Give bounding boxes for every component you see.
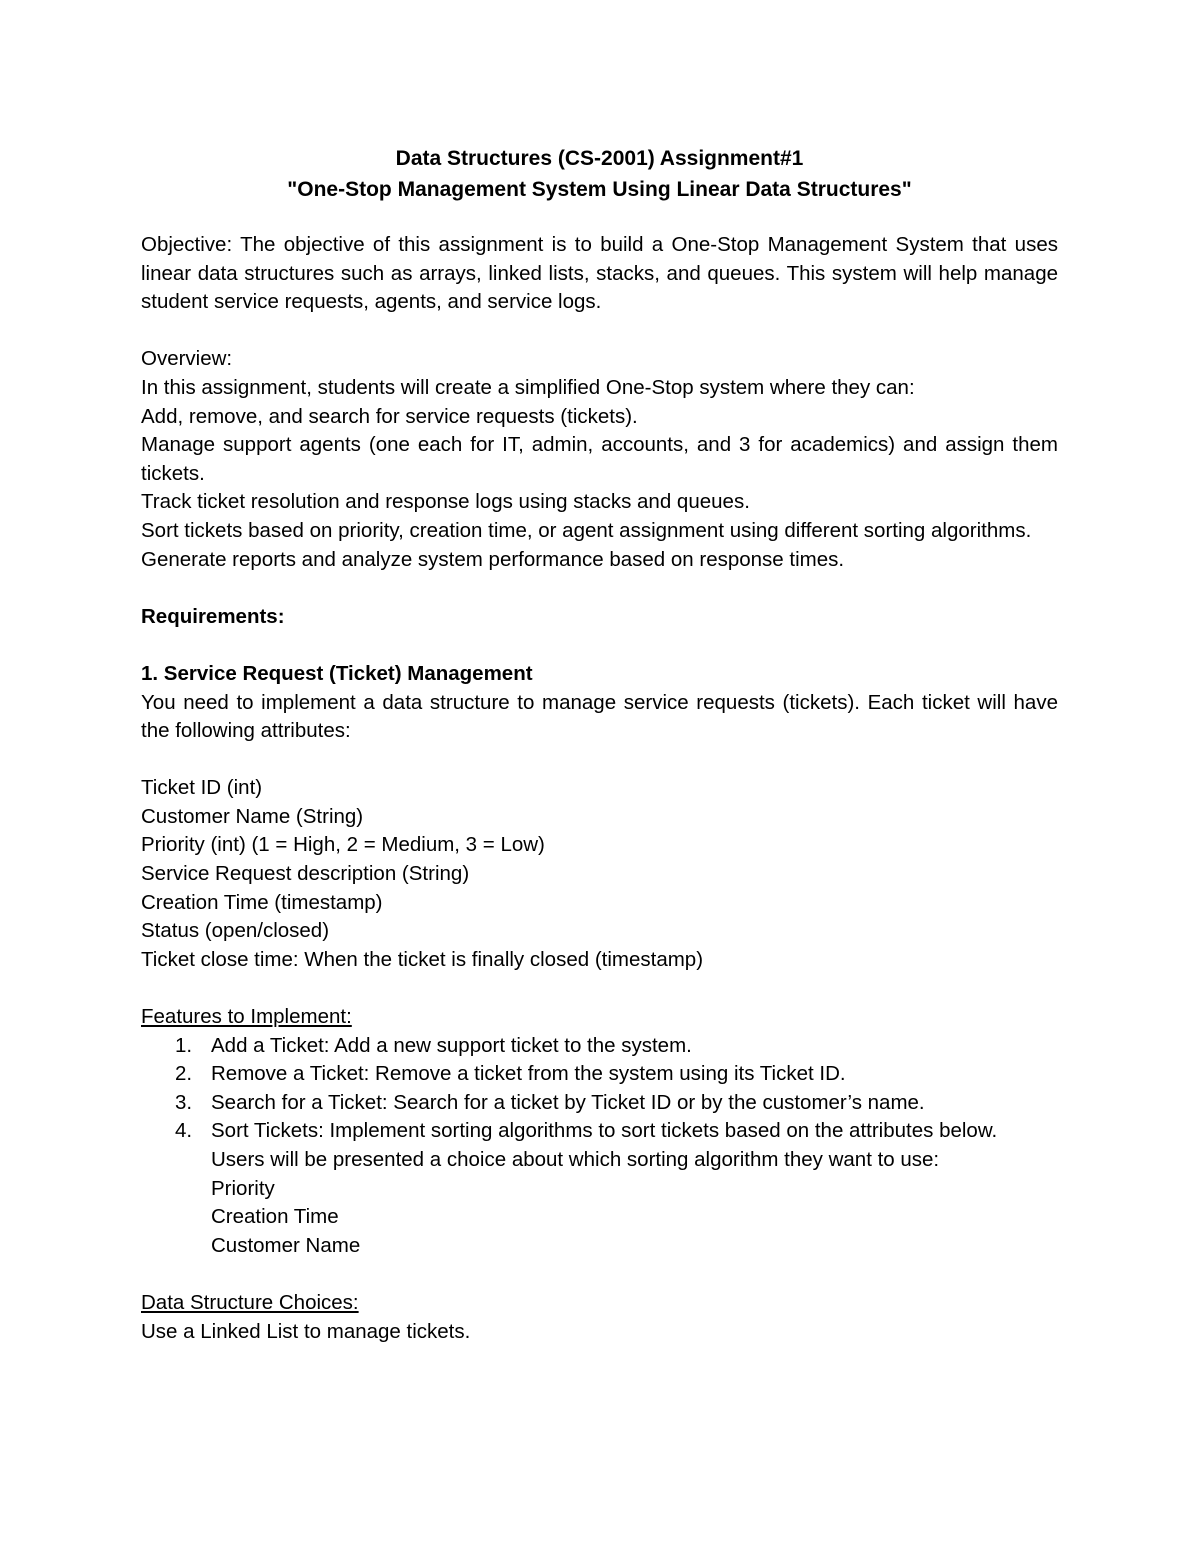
sort-option: Customer Name — [211, 1233, 361, 1257]
feature-item — [141, 1060, 1058, 1089]
sort-note: Users will be presented a choice about which sorting algorithm they want to use: — [211, 1148, 940, 1171]
requirements-heading: Requirements: — [141, 604, 285, 628]
attribute-item: Ticket close time: When the ticket is finally closed (timestamp) — [141, 947, 704, 971]
feature-number: 2. — [175, 1062, 193, 1086]
overview-item: Sort tickets based on priority, creation time, or agent assignment using different sorting algorithms. — [141, 518, 1032, 542]
feature-text: Remove a Ticket: Remove a ticket from the system using its Ticket ID. — [211, 1062, 846, 1086]
feature-item — [141, 1117, 1058, 1146]
spacer — [141, 746, 1058, 775]
attribute-item: Ticket ID (int) — [141, 776, 263, 800]
sort-option: Priority — [211, 1176, 275, 1200]
feature-text: Sort Tickets: Implement sorting algorithms to sort tickets based on the attributes below. — [211, 1119, 998, 1143]
spacer — [141, 205, 1058, 231]
sort-option: Creation Time — [211, 1205, 339, 1229]
attribute-item: Service Request description (String) — [141, 862, 470, 886]
attribute-item: Priority (int) (1 = High, 2 = Medium, 3 = Low) — [141, 833, 545, 857]
feature-item — [141, 1089, 1058, 1118]
document-title-line1: Data Structures (CS-2001) Assignment#1 — [395, 147, 804, 170]
overview-intro: In this assignment, students will create a simplified One-Stop system where they can: — [141, 375, 915, 399]
overview-item: Track ticket resolution and response logs using stacks and queues. — [141, 490, 750, 514]
feature-item — [141, 1032, 1058, 1061]
objective-paragraph: Objective: The objective of this assignment is to build a One-Stop Management System that uses linear data structures such as arrays, linked lists, stacks, and queues. This system will help manage student service requests, agents, and service logs. — [141, 233, 1058, 314]
spacer — [141, 974, 1058, 1003]
document-title-line2: "One-Stop Management System Using Linear Data Structures" — [287, 178, 912, 201]
spacer — [141, 317, 1058, 346]
feature-number: 3. — [175, 1090, 193, 1114]
feature-number: 4. — [175, 1119, 193, 1143]
section-heading-ticket-management: 1. Service Request (Ticket) Management — [141, 661, 533, 685]
feature-text: Add a Ticket: Add a new support ticket to the system. — [211, 1033, 692, 1057]
attribute-item: Creation Time (timestamp) — [141, 890, 383, 914]
feature-number: 1. — [175, 1033, 193, 1057]
feature-text: Search for a Ticket: Search for a ticket by Ticket ID or by the customer’s name. — [211, 1090, 925, 1114]
spacer — [141, 574, 1058, 603]
section-intro: You need to implement a data structure to manage service requests (tickets). Each ticket will have the following attributes: — [141, 690, 1058, 743]
document-page — [141, 143, 1058, 1346]
features-heading: Features to Implement: — [141, 1005, 352, 1029]
overview-item: Generate reports and analyze system performance based on response times. — [141, 547, 845, 571]
overview-item: Manage support agents (one each for IT, admin, accounts, and 3 for academics) and assign them tickets. — [141, 433, 1058, 485]
spacer — [141, 1260, 1058, 1289]
overview-heading: Overview: — [141, 347, 233, 371]
spacer — [141, 631, 1058, 660]
features-list — [141, 1032, 1058, 1146]
overview-item: Add, remove, and search for service requests (tickets). — [141, 404, 638, 428]
attribute-item: Status (open/closed) — [141, 919, 330, 943]
attribute-item: Customer Name (String) — [141, 804, 364, 828]
data-structure-heading: Data Structure Choices: — [141, 1290, 359, 1314]
data-structure-text: Use a Linked List to manage tickets. — [141, 1319, 471, 1343]
